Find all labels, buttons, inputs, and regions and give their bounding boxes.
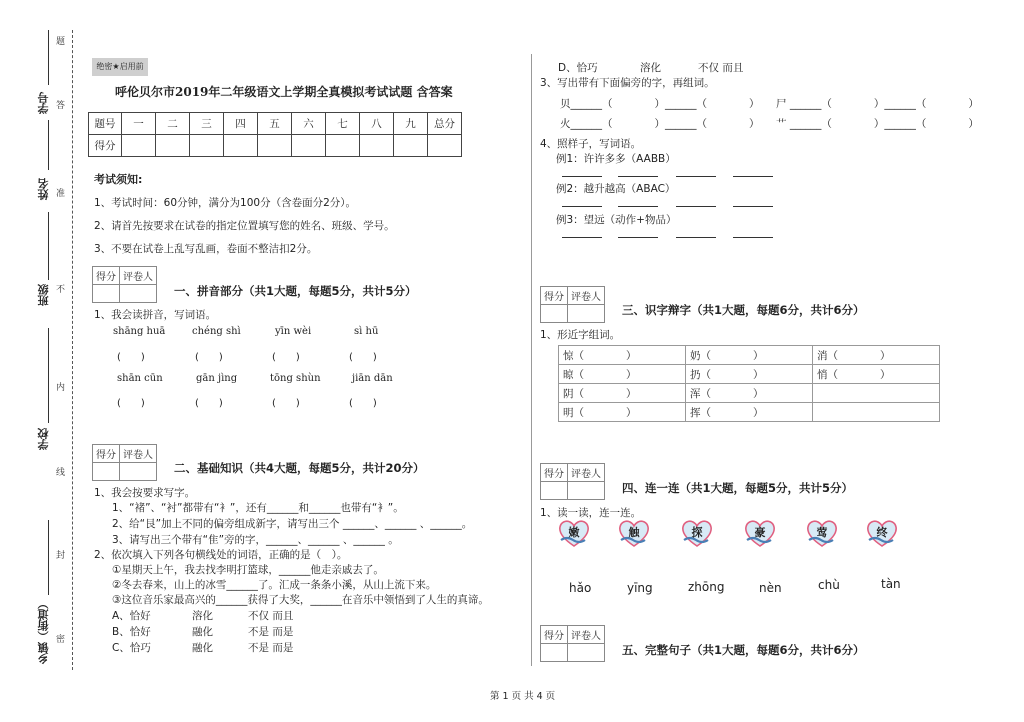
match-pinyin[interactable]: nèn	[759, 581, 782, 595]
heart-char: 终	[876, 526, 888, 539]
option-word: 不是 而是	[248, 626, 294, 638]
option-word: 不是 而是	[248, 642, 294, 654]
question-text: 3、请写出三个带有“隹”旁的字，______、______ 、______ 。	[112, 534, 399, 546]
grader-score-label: 得分	[541, 464, 568, 482]
radical-fill[interactable]: 艹 ______（ ）______（ ）	[776, 118, 979, 130]
score-header: 三	[190, 113, 224, 135]
option-word: 融化	[192, 642, 213, 654]
grader-score-cell[interactable]	[541, 305, 568, 323]
option-label: D、恰巧	[558, 62, 598, 74]
section-title-4: 四、连一连（共1大题，每题5分，共计5分）	[622, 481, 854, 495]
answer-blank[interactable]	[733, 176, 773, 177]
grader-reviewer-cell[interactable]	[568, 644, 605, 662]
score-header: 五	[258, 113, 292, 135]
score-header: 九	[394, 113, 428, 135]
answer-paren[interactable]: ( )	[272, 352, 300, 363]
question-text: ①星期天上午，我去找李明打篮球，______他走亲戚去了。	[112, 564, 384, 576]
option-label: A、恰好	[112, 610, 151, 622]
grader-score-cell[interactable]	[93, 285, 120, 303]
score-header: 题号	[89, 113, 122, 135]
grader-score-label: 得分	[93, 445, 120, 463]
pinyin: jiān dān	[352, 373, 393, 384]
sidebar-label-class: 班级	[37, 284, 50, 306]
note-item: 2、请首先按要求在试卷的指定位置填写您的姓名、班级、学号。	[94, 220, 395, 232]
cut-mark: 答	[56, 101, 66, 111]
sidebar-label-school: 学校	[37, 428, 50, 450]
similar-char-cell[interactable]: 消（ ）	[813, 346, 940, 365]
score-header: 四	[224, 113, 258, 135]
question-text: ②冬去春来，山上的冰雪______了。汇成一条条小溪，从山上流下来。	[112, 579, 437, 591]
question-text: 1、“褚”、“衬”都带有“衤”，还有______和______也带有“衤”。	[112, 502, 404, 514]
question-text: ③这位音乐家最高兴的______获得了大奖，______在音乐中领悟到了人生的真谛。	[112, 594, 489, 606]
question-text: 1、读一读，连一连。	[540, 507, 642, 519]
column-divider	[531, 54, 532, 666]
similar-char-cell[interactable]: 惊（ ）	[559, 346, 686, 365]
cut-mark: 准	[56, 189, 66, 199]
score-cell[interactable]	[428, 135, 462, 157]
score-cell[interactable]	[326, 135, 360, 157]
section-title-2: 二、基础知识（共4大题，每题5分，共计20分）	[174, 461, 425, 475]
score-header: 八	[360, 113, 394, 135]
option-word: 溶化	[192, 610, 213, 622]
student-id-line	[48, 30, 49, 85]
score-cell[interactable]	[360, 135, 394, 157]
score-header: 七	[326, 113, 360, 135]
grader-box	[540, 286, 605, 323]
answer-paren[interactable]: ( )	[117, 398, 145, 409]
question-text: 2、依次填入下列各句横线处的词语，正确的是（ ）。	[94, 549, 348, 561]
sidebar-label-student-id: 学号	[37, 92, 50, 114]
similar-char-cell[interactable]: 扔（ ）	[686, 365, 813, 384]
similar-char-cell[interactable]: 明（ ）	[559, 403, 686, 422]
score-header: 总分	[428, 113, 462, 135]
question-text: 3、写出带有下面偏旁的字，再组词。	[540, 77, 715, 89]
heart-char-card[interactable]	[744, 518, 774, 546]
score-header: 一	[122, 113, 156, 135]
score-header: 二	[156, 113, 190, 135]
radical-fill[interactable]: 尸 ______（ ）______（ ）	[776, 98, 979, 110]
match-pinyin[interactable]: yīng	[627, 581, 653, 595]
cut-mark: 封	[56, 551, 66, 561]
pinyin: tōng shùn	[270, 373, 321, 384]
answer-blank[interactable]	[562, 176, 602, 177]
answer-blank[interactable]	[676, 237, 716, 238]
score-cell[interactable]	[156, 135, 190, 157]
answer-blank[interactable]	[562, 237, 602, 238]
question-text: 1、我会读拼音，写词语。	[94, 309, 217, 321]
pinyin: chéng shì	[192, 326, 241, 337]
cut-mark: 内	[56, 383, 66, 393]
page-footer: 第 1 页 共 4 页	[490, 691, 556, 702]
score-cell[interactable]	[122, 135, 156, 157]
match-pinyin[interactable]: zhōng	[688, 580, 725, 594]
class-line	[48, 212, 49, 280]
sidebar-label-name: 姓名	[37, 178, 50, 200]
score-cell[interactable]	[394, 135, 428, 157]
grader-score-label: 得分	[541, 287, 568, 305]
grader-reviewer-cell[interactable]	[568, 482, 605, 500]
option-word: 溶化	[640, 62, 661, 74]
school-line	[48, 328, 49, 423]
grader-score-label: 得分	[541, 626, 568, 644]
answer-blank[interactable]	[618, 237, 658, 238]
example-text: 例1：许许多多（AABB）	[556, 153, 676, 165]
section-title-3: 三、识字辩字（共1大题，每题6分，共计6分）	[622, 303, 865, 317]
question-text: 1、形近字组词。	[540, 329, 621, 341]
heart-char-card[interactable]	[806, 518, 836, 546]
option-word: 不仅 而且	[248, 610, 294, 622]
heart-char: 莺	[816, 526, 828, 539]
option-word: 不仅 而且	[698, 62, 744, 74]
grader-box	[540, 625, 605, 662]
grader-reviewer-label: 评卷人	[568, 287, 605, 305]
notes-heading: 考试须知:	[94, 173, 143, 186]
similar-char-cell[interactable]: 悄（ ）	[813, 365, 940, 384]
pinyin: shāng huā	[113, 326, 166, 337]
answer-blank[interactable]	[733, 237, 773, 238]
section-title-1: 一、拼音部分（共1大题，每题5分，共计5分）	[174, 284, 417, 298]
grader-box	[92, 444, 157, 481]
grader-reviewer-cell[interactable]	[120, 463, 157, 481]
grader-score-cell[interactable]	[93, 463, 120, 481]
section-title-5: 五、完整句子（共1大题，每题6分，共计6分）	[622, 643, 865, 657]
answer-blank[interactable]	[733, 206, 773, 207]
radical-fill[interactable]: 贝______（ ）______（ ）	[560, 98, 760, 110]
grader-reviewer-cell[interactable]	[120, 285, 157, 303]
similar-char-cell[interactable]: 浑（ ）	[686, 384, 813, 403]
grader-box	[540, 463, 605, 500]
grader-box	[92, 266, 157, 303]
cut-mark: 密	[56, 635, 66, 645]
cut-mark: 题	[56, 37, 66, 47]
question-text: 2、给“艮”加上不同的偏旁组成新字，请写出三个 ______、______ 、______。	[112, 518, 473, 530]
heart-char-card[interactable]	[866, 518, 896, 546]
similar-char-table	[558, 345, 940, 422]
score-cell[interactable]	[292, 135, 326, 157]
similar-char-cell[interactable]: 晾（ ）	[559, 365, 686, 384]
sidebar-label-township: 乡镇（街道）	[37, 598, 50, 664]
pinyin: yīn wèi	[275, 326, 312, 337]
option-label: C、恰巧	[112, 642, 151, 654]
radical-fill[interactable]: 火______（ ）______（ ）	[560, 118, 760, 130]
score-row-label: 得分	[89, 135, 122, 157]
note-item: 1、考试时间：60分钟，满分为100分（含卷面分2分）。	[94, 197, 357, 209]
page-title: 呼伦贝尔市2019年二年级语文上学期全真模拟考试试题 含答案	[115, 85, 453, 99]
option-label: B、恰好	[112, 626, 151, 638]
pinyin: gān jìng	[196, 373, 238, 384]
match-pinyin[interactable]: hǎo	[569, 581, 592, 595]
pinyin: shān cūn	[117, 373, 163, 384]
answer-paren[interactable]: ( )	[349, 352, 377, 363]
score-header: 六	[292, 113, 326, 135]
answer-paren[interactable]: ( )	[117, 352, 145, 363]
answer-blank[interactable]	[562, 206, 602, 207]
question-text: 4、照样子，写词语。	[540, 138, 642, 150]
heart-char: 豪	[754, 526, 766, 539]
similar-char-cell	[813, 384, 940, 403]
similar-char-cell[interactable]: 奶（ ）	[686, 346, 813, 365]
binding-cut-line	[72, 30, 73, 670]
grader-reviewer-label: 评卷人	[568, 626, 605, 644]
pinyin: sì hū	[354, 326, 379, 337]
grader-score-cell[interactable]	[541, 482, 568, 500]
score-table	[88, 112, 462, 157]
match-pinyin[interactable]: chù	[818, 578, 840, 592]
heart-char: 探	[691, 526, 703, 539]
similar-char-cell[interactable]: 挥（ ）	[686, 403, 813, 422]
question-text: 1、我会按要求写字。	[94, 487, 196, 499]
score-cell[interactable]	[224, 135, 258, 157]
example-text: 例2：越升越高（ABAC）	[556, 183, 676, 195]
heart-char-card[interactable]	[681, 518, 711, 546]
heart-char-card[interactable]	[618, 518, 648, 546]
grader-score-cell[interactable]	[541, 644, 568, 662]
grader-score-label: 得分	[93, 267, 120, 285]
similar-char-cell	[813, 403, 940, 422]
heart-char-card[interactable]	[558, 518, 588, 546]
cut-mark: 线	[56, 468, 66, 478]
secret-label: 绝密★启用前	[92, 58, 148, 76]
grader-reviewer-cell[interactable]	[568, 305, 605, 323]
grader-reviewer-label: 评卷人	[120, 267, 157, 285]
score-cell[interactable]	[258, 135, 292, 157]
answer-blank[interactable]	[618, 176, 658, 177]
similar-char-cell[interactable]: 阴（ ）	[559, 384, 686, 403]
grader-reviewer-label: 评卷人	[568, 464, 605, 482]
note-item: 3、不要在试卷上乱写乱画，卷面不整洁扣2分。	[94, 243, 318, 255]
answer-blank[interactable]	[676, 176, 716, 177]
match-pinyin[interactable]: tàn	[881, 577, 901, 591]
answer-paren[interactable]: ( )	[272, 398, 300, 409]
option-word: 融化	[192, 626, 213, 638]
township-line	[48, 520, 49, 595]
grader-reviewer-label: 评卷人	[120, 445, 157, 463]
example-text: 例3：望远（动作+物品）	[556, 214, 677, 226]
answer-paren[interactable]: ( )	[195, 352, 223, 363]
heart-char: 嫩	[568, 526, 580, 539]
score-cell[interactable]	[190, 135, 224, 157]
heart-char: 触	[628, 526, 640, 539]
answer-blank[interactable]	[676, 206, 716, 207]
answer-paren[interactable]: ( )	[349, 398, 377, 409]
name-line	[48, 120, 49, 170]
cut-mark: 不	[56, 285, 66, 295]
answer-blank[interactable]	[618, 206, 658, 207]
answer-paren[interactable]: ( )	[195, 398, 223, 409]
